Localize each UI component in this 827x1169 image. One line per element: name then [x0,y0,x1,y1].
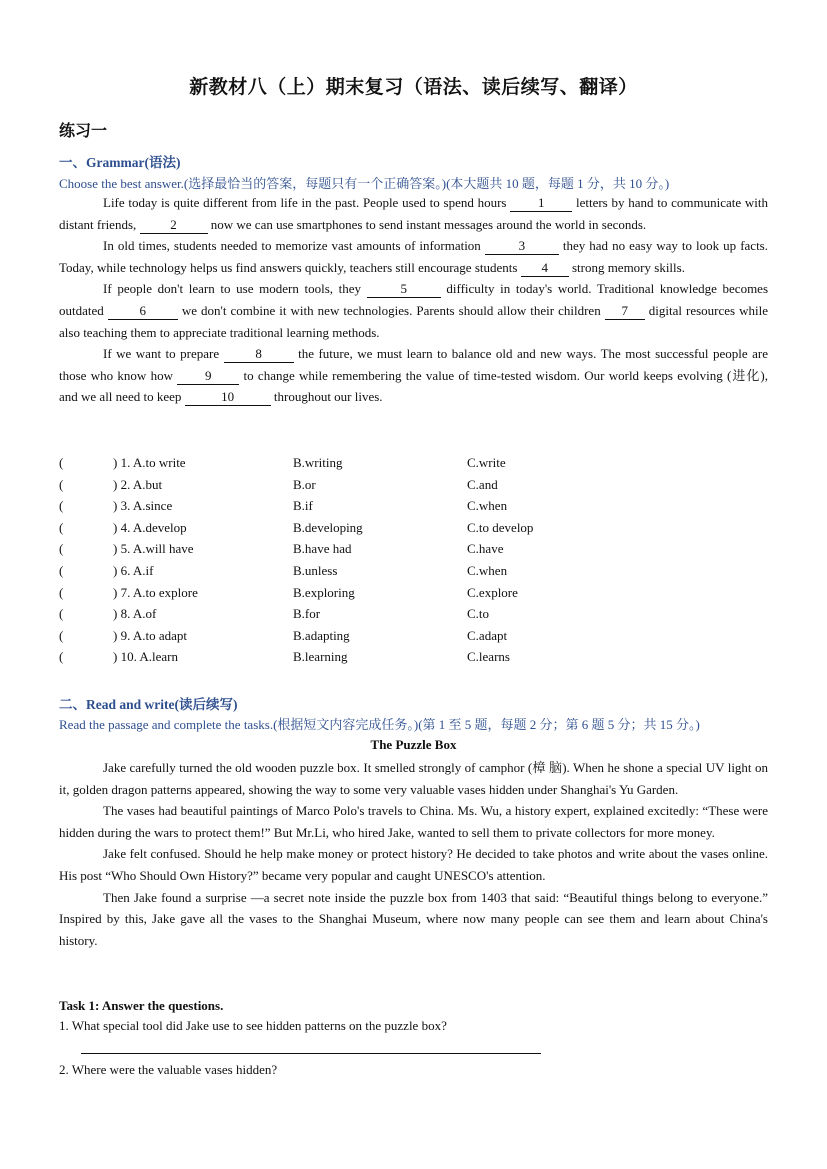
answer-line-1[interactable] [81,1053,541,1054]
option-c[interactable]: C.write [467,455,506,470]
grammar-paragraph-4: If we want to prepare 8 the future, we must learn to balance old and new ways. The most successful people are those who know how 9 to change while remembering the value of time-tested wisdom. Our world keeps evolving (进化), and we all need to keep 10 throughout our lives. [59,346,769,405]
option-c[interactable]: C.when [467,498,508,514]
story-paragraph-4: Then Jake found a surprise —a secret note inside the puzzle box from 1403 that said: “Beautiful things belong to everyone.” Inspired by this, Jake gave all the vases to the Shanghai Museum, where now many people can see them and learn about China's history. [59,889,768,948]
blank-2[interactable]: 2 [140,217,208,234]
option-b[interactable]: B.unless [293,562,338,578]
page-title: 新教材八（上）期末复习（语法、读后续写、翻译） [189,76,638,98]
option-row-8 [59,603,768,625]
question-1: 1. What special tool did Jake use to see hidden patterns on the puzzle box? [59,1018,447,1033]
option-b[interactable]: B.writing [293,455,343,470]
reading-instruction: Read the passage and complete the tasks.(根据短文内容完成任务。)(第 1 至 5 题，每题 2 分；第 6 题 5 分；共 15 分。) [59,717,700,732]
blank-8[interactable]: 8 [224,346,294,363]
answer-paren[interactable]: ( [59,562,64,578]
option-a[interactable]: ) 2. A.but [113,476,163,492]
grammar-passage [59,192,768,408]
option-row-7 [59,582,768,604]
story-title: The Puzzle Box [370,737,457,752]
answer-paren[interactable]: ( [59,606,64,622]
option-c[interactable]: C.explore [467,584,518,600]
option-a[interactable]: ) 3. A.since [113,498,173,514]
story-paragraph-3: Jake felt confused. Should he help make money or protect history? He decided to take photos and write about the vases online. His post “Who Should Own History?” became very popular and caught UNESCO's attention. [59,846,768,883]
answer-paren[interactable]: ( [59,498,64,514]
grammar-paragraph-1: Life today is quite different from life in the past. People used to spend hours 1 letters by hand to communicate with distant friends, 2 now we can use smartphones to send instant messages around the world in seconds. [59,195,768,232]
option-c[interactable]: C.when [467,562,508,578]
option-b[interactable]: B.exploring [293,584,355,600]
option-row-9 [59,625,768,647]
reading-heading: 二、Read and write(读后续写) [59,697,238,712]
option-c[interactable]: C.to develop [467,519,534,535]
option-c[interactable]: C.have [467,541,504,557]
option-a[interactable]: ) 10. A.learn [113,649,178,665]
option-c[interactable]: C.learns [467,649,510,665]
task-1-heading: Task 1: Answer the questions. [59,998,224,1013]
blank-4[interactable]: 4 [521,260,569,277]
option-a[interactable]: ) 1. A.to write [113,455,186,470]
option-c[interactable]: C.adapt [467,627,508,643]
grammar-instruction: Choose the best answer.(选择最恰当的答案，每题只有一个正确答案。)(本大题共 10 题，每题 1 分，共 10 分。) [59,176,670,191]
option-row-10 [59,646,768,668]
answer-paren[interactable]: ( [59,649,64,665]
blank-3[interactable]: 3 [485,238,559,255]
option-a[interactable]: ) 8. A.of [113,606,157,622]
option-c[interactable]: C.and [467,476,498,492]
option-row-1 [59,452,768,474]
blank-10[interactable]: 10 [185,389,271,406]
option-row-3 [59,495,768,517]
reading-passage [59,757,768,951]
story-paragraph-2: The vases had beautiful paintings of Marco Polo's travels to China. Ms. Wu, a history expert, explained excitedly: “These were hidden during the wars to protect them!” But Mr.Li, who hired Jake, wanted to sell them to private collectors for more money. [59,803,768,840]
option-b[interactable]: B.have had [293,541,352,557]
blank-6[interactable]: 6 [108,303,178,320]
grammar-heading: 一、Grammar(语法) [59,155,181,170]
option-row-6 [59,560,768,582]
option-b[interactable]: B.or [293,476,316,492]
option-b[interactable]: B.developing [293,519,363,535]
option-b[interactable]: B.adapting [293,627,350,643]
option-a[interactable]: ) 4. A.develop [113,519,187,535]
options-list [59,452,768,668]
exercise-label: 练习一 [59,121,108,140]
answer-paren[interactable]: ( [59,627,64,643]
story-paragraph-1: Jake carefully turned the old wooden puzzle box. It smelled strongly of camphor (樟 脑). When he shone a special UV light on it, golden dragon patterns appeared, showing the way to some very valuable vases hidden under Shanghai's Yu Garden. [59,760,768,797]
option-b[interactable]: B.if [293,498,313,514]
blank-9[interactable]: 9 [177,368,239,385]
option-a[interactable]: ) 6. A.if [113,562,154,578]
option-row-2 [59,474,768,496]
blank-5[interactable]: 5 [367,281,441,298]
option-b[interactable]: B.for [293,606,321,622]
answer-paren[interactable]: ( [59,519,64,535]
question-2: 2. Where were the valuable vases hidden? [59,1062,278,1077]
option-a[interactable]: ) 9. A.to adapt [113,627,188,643]
option-b[interactable]: B.learning [293,649,348,665]
option-row-4 [59,517,768,539]
option-c[interactable]: C.to [467,606,490,622]
answer-paren[interactable]: ( [59,541,64,557]
blank-7[interactable]: 7 [605,303,645,320]
answer-paren[interactable]: ( [59,455,64,470]
blank-1[interactable]: 1 [510,195,572,212]
option-a[interactable]: ) 7. A.to explore [113,584,198,600]
grammar-paragraph-2: In old times, students needed to memorize vast amounts of information 3 they had no easy way to look up facts. Today, while technology helps us find answers quickly, teachers still encourage students 4 strong memory skills. [59,238,768,275]
option-a[interactable]: ) 5. A.will have [113,541,194,557]
grammar-paragraph-3: If people don't learn to use modern tools, they 5 difficulty in today's world. Traditional knowledge becomes outdated 6 we don't combine it with new technologies. Parents should allow their children 7 digital resources while also teaching them to appreciate traditional learning methods. [59,281,769,340]
answer-paren[interactable]: ( [59,476,64,492]
answer-paren[interactable]: ( [59,584,64,600]
option-row-5 [59,538,768,560]
